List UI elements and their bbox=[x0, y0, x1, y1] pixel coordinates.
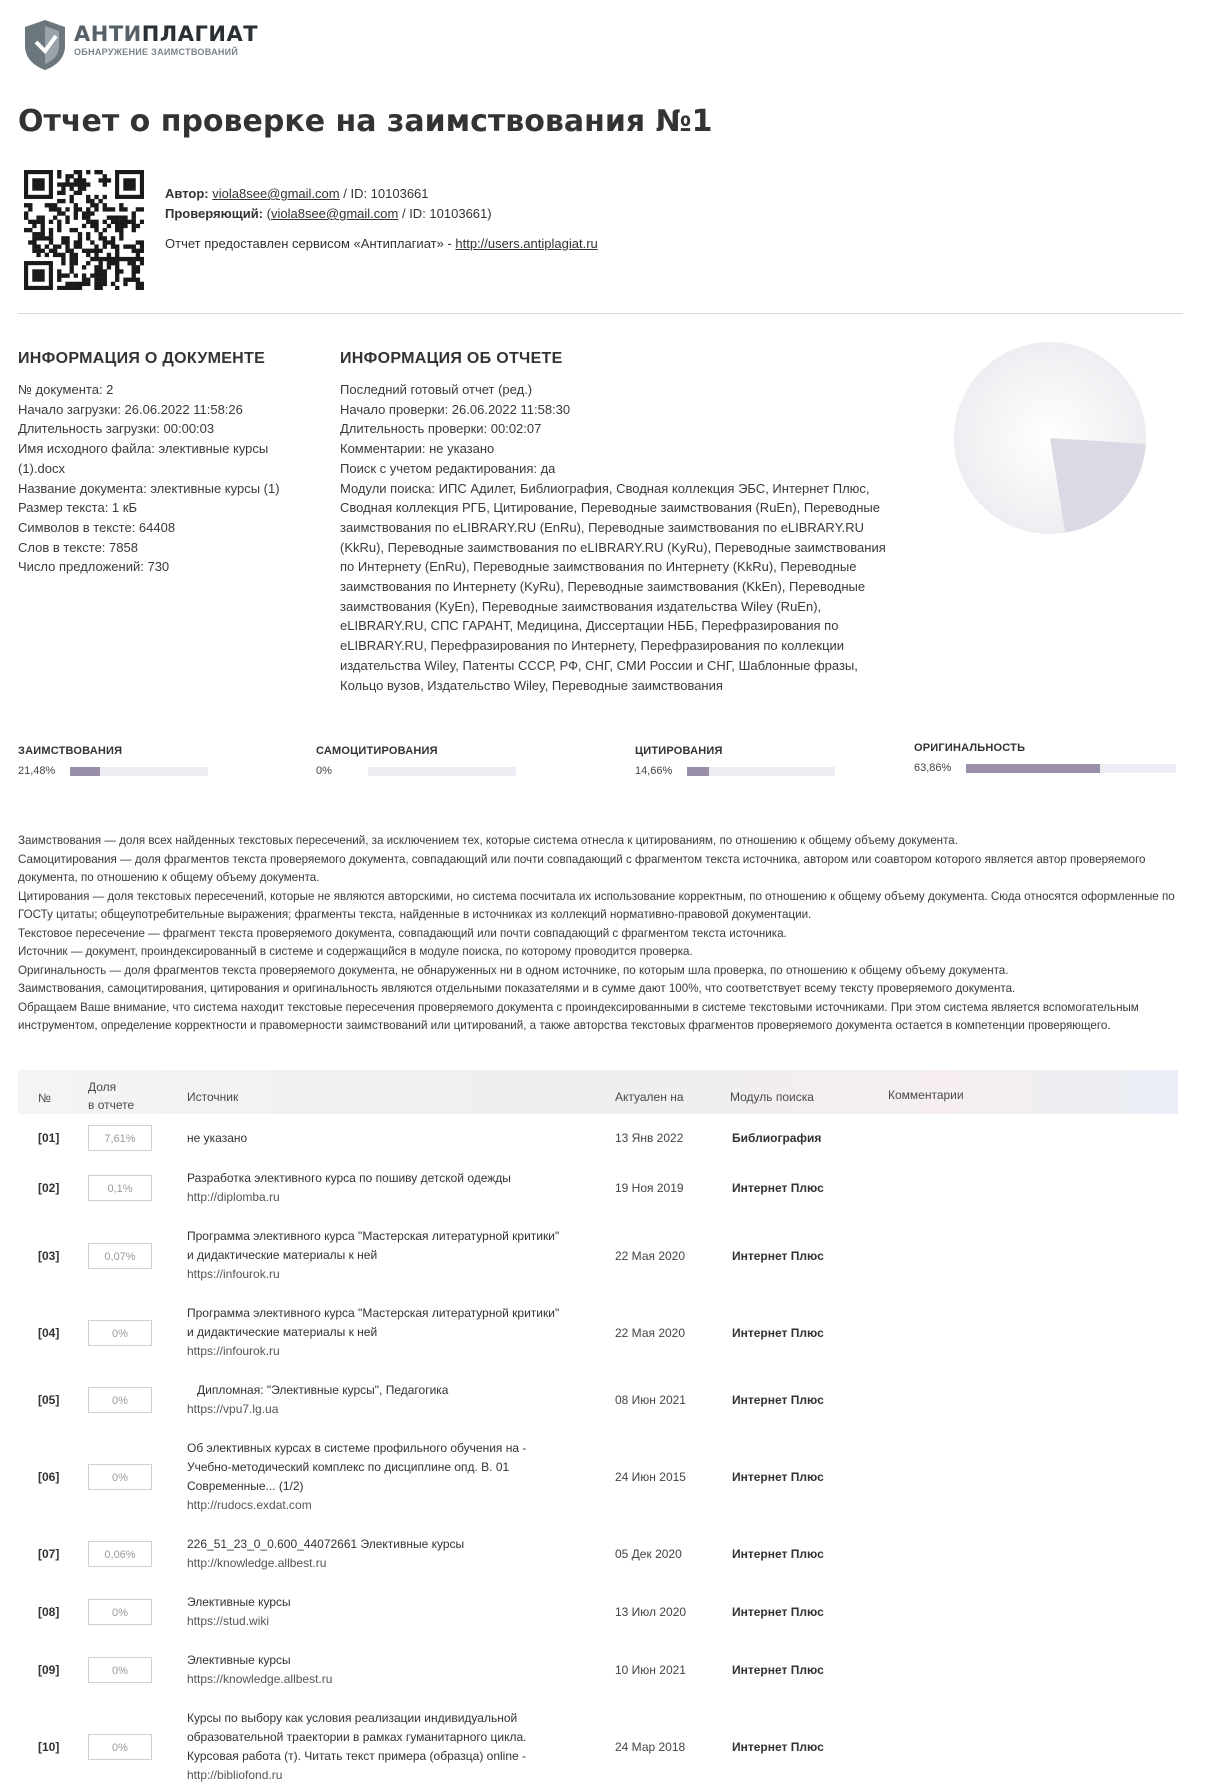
row-module: Интернет Плюс bbox=[732, 1470, 824, 1484]
row-date: 22 Мая 2020 bbox=[615, 1325, 686, 1340]
row-module: Интернет Плюс bbox=[732, 1393, 824, 1407]
row-module: Интернет Плюс bbox=[732, 1740, 824, 1754]
row-date: 19 Ноя 2019 bbox=[615, 1181, 684, 1195]
row-source[interactable] bbox=[187, 1651, 607, 1689]
row-index: [01] bbox=[38, 1131, 60, 1145]
row-share: 0% bbox=[88, 1599, 152, 1625]
page-title: Отчет о проверке на заимствования №1 bbox=[18, 104, 713, 139]
report-info-line: Комментарии: не указано bbox=[340, 441, 495, 457]
row-module: Интернет Плюс bbox=[732, 1663, 824, 1677]
row-index: [09] bbox=[38, 1663, 60, 1677]
row-date: 22 Мая 2020 bbox=[615, 1248, 686, 1263]
row-index: [07] bbox=[38, 1547, 60, 1561]
stat-bar bbox=[687, 767, 835, 776]
source-title: Элективные курсы bbox=[187, 1595, 291, 1609]
stat-label: ОРИГИНАЛЬНОСТЬ bbox=[914, 742, 1026, 754]
row-source[interactable] bbox=[187, 1304, 607, 1361]
source-url[interactable]: https://infourok.ru bbox=[187, 1267, 280, 1281]
row-share: 0% bbox=[88, 1320, 152, 1346]
row-source[interactable] bbox=[187, 1535, 607, 1573]
source-title: Программа элективного курса "Мастерская литературной критики" bbox=[187, 1229, 560, 1243]
row-source[interactable] bbox=[187, 1593, 607, 1631]
definition-paragraph: Самоцитирования — доля фрагментов текста проверяемого документа, совпадающий или почти совпадающий с фрагментом текста источника, автором или соавтором которого является автор проверяемого документа, по отношению к общему объему документа. bbox=[18, 852, 1146, 884]
row-index: [10] bbox=[38, 1740, 60, 1754]
th-module: Модуль поиска bbox=[730, 1090, 814, 1104]
definition-paragraph: Источник — документ, проиндексированный в системе и содержащийся в модуле поиска, по которому проводится проверка. bbox=[18, 945, 693, 958]
th-comments: Комментарии bbox=[888, 1088, 964, 1102]
row-source[interactable] bbox=[187, 1439, 607, 1515]
doc-info-line: Длительность загрузки: 00:00:03 bbox=[18, 421, 215, 437]
row-share: 0,07% bbox=[88, 1243, 152, 1269]
row-share: 7,61% bbox=[88, 1125, 152, 1151]
stat-bar-fill bbox=[966, 764, 1100, 773]
antiplagiat-logo-shield bbox=[22, 18, 68, 72]
pie-slice-borrowings bbox=[1050, 438, 1146, 533]
source-title: Разработка элективного курса по пошиву детской одежды bbox=[187, 1171, 511, 1185]
row-source[interactable] bbox=[187, 1169, 607, 1207]
report-info-line: Начало проверки: 26.06.2022 11:58:30 bbox=[340, 401, 571, 417]
source-title: Об элективных курсах в системе профильного обучения на - bbox=[187, 1441, 527, 1455]
stat-bar bbox=[966, 764, 1176, 773]
stat-value: 0% bbox=[316, 765, 332, 777]
doc-info-line: Число предложений: 730 bbox=[18, 559, 170, 575]
doc-info-line: Слов в тексте: 7858 bbox=[18, 539, 138, 555]
row-index: [05] bbox=[38, 1393, 60, 1407]
source-url[interactable]: https://vpu7.lg.ua bbox=[187, 1402, 279, 1416]
row-date: 10 Июн 2021 bbox=[615, 1663, 686, 1677]
doc-info-heading: ИНФОРМАЦИЯ О ДОКУМЕНТЕ bbox=[18, 350, 266, 367]
checker-email-link[interactable]: viola8see@gmail.com bbox=[270, 206, 399, 221]
source-title: Элективные курсы bbox=[187, 1653, 291, 1667]
row-index: [06] bbox=[38, 1470, 60, 1484]
th-share-2: в отчете bbox=[88, 1098, 135, 1112]
logo-name: АНТИПЛАГИАТ bbox=[74, 22, 259, 46]
stat-label: ЦИТИРОВАНИЯ bbox=[635, 745, 723, 757]
source-title: Курсы по выбору как условия реализации индивидуальной bbox=[187, 1711, 518, 1725]
row-module: Интернет Плюс bbox=[732, 1547, 824, 1561]
row-index: [02] bbox=[38, 1181, 60, 1195]
doc-info-line: № документа: 2 bbox=[18, 382, 114, 397]
source-url[interactable]: https://stud.wiki bbox=[187, 1614, 270, 1628]
row-index: [04] bbox=[38, 1325, 60, 1340]
th-num: № bbox=[38, 1091, 51, 1105]
row-share: 0% bbox=[88, 1657, 152, 1683]
divider bbox=[18, 313, 1183, 314]
row-share: 0% bbox=[88, 1387, 152, 1413]
row-index: [08] bbox=[38, 1605, 60, 1619]
row-share: 0% bbox=[88, 1464, 152, 1490]
source-title: Программа элективного курса "Мастерская литературной критики" bbox=[187, 1306, 560, 1320]
source-title: образовательной траектории в рамках гуманитарного цикла. bbox=[187, 1730, 527, 1744]
author-line: Автор: viola8see@gmail.com / ID: 10103661 bbox=[165, 186, 429, 201]
row-date: 13 Янв 2022 bbox=[615, 1131, 684, 1145]
doc-info-line: Начало загрузки: 26.06.2022 11:58:26 bbox=[18, 401, 243, 417]
source-title: не указано bbox=[187, 1130, 248, 1145]
report-info-line: Последний готовый отчет (ред.) bbox=[340, 382, 533, 397]
row-share: 0% bbox=[88, 1734, 152, 1760]
definition-paragraph: Заимствования — доля всех найденных текстовых пересечений, за исключением тех, которые система отнесла к цитированиям, по отношению к общему объему документа. bbox=[18, 834, 958, 847]
source-url[interactable]: http://bibliofond.ru bbox=[187, 1768, 283, 1782]
checker-line: Проверяющий: (viola8see@gmail.com / ID: 10103661) bbox=[165, 206, 492, 221]
stat-bar-fill bbox=[70, 767, 100, 776]
source-title: Учебно-методический комплекс по дисциплине опд. В. 01 bbox=[187, 1460, 510, 1474]
row-module: Библиография bbox=[732, 1131, 822, 1145]
row-source[interactable] bbox=[187, 1227, 607, 1284]
th-share-1: Доля bbox=[88, 1080, 117, 1094]
stat-value: 63,86% bbox=[914, 762, 952, 774]
service-line: Отчет предоставлен сервисом «Антиплагиат» - http://users.antiplagiat.ru bbox=[165, 236, 598, 251]
doc-info-line: Название документа: элективные курсы (1) bbox=[18, 480, 280, 496]
row-index: [03] bbox=[38, 1248, 60, 1263]
originality-pie-chart bbox=[952, 340, 1148, 536]
stat-bar-fill bbox=[687, 767, 709, 776]
row-date: 24 Мар 2018 bbox=[615, 1740, 686, 1754]
source-title: Курсовая работа (т). Читать текст примера (образца) online - bbox=[187, 1749, 527, 1763]
doc-info-line: Имя исходного файла: элективные курсы (1).docx bbox=[18, 441, 269, 476]
source-title: Современные... (1/2) bbox=[187, 1479, 304, 1493]
doc-info-line: Размер текста: 1 кБ bbox=[18, 500, 137, 516]
source-title: Дипломная: "Элективные курсы", Педагогика bbox=[187, 1383, 449, 1397]
stat-value: 14,66% bbox=[635, 765, 673, 777]
row-module: Интернет Плюс bbox=[732, 1181, 824, 1195]
doc-info-list bbox=[18, 380, 318, 577]
doc-info-line: Символов в тексте: 64408 bbox=[18, 519, 176, 535]
row-share: 0,06% bbox=[88, 1541, 152, 1567]
report-info-heading: ИНФОРМАЦИЯ ОБ ОТЧЕТЕ bbox=[340, 350, 563, 367]
row-date: 08 Июн 2021 bbox=[615, 1393, 686, 1407]
stat-value: 21,48% bbox=[18, 765, 56, 777]
row-source[interactable] bbox=[187, 1381, 607, 1419]
row-date: 13 Июл 2020 bbox=[615, 1605, 687, 1619]
th-date: Актуален на bbox=[615, 1090, 684, 1104]
report-info-line: Модули поиска: ИПС Адилет, Библиография, Сводная коллекция ЭБС, Интернет Плюс, Сводная коллекция РГБ, Цитирование, Переводные заимствования (RuEn), Переводные заимствования по eLIBRARY.RU (EnRu), Переводные заимствования по eLIBRARY.RU (KkRu), Переводные заимствования по eLIBRARY.RU (KyRu), Переводные заимствования по Интернету (EnRu), Переводные заимствования по Интернету (KkRu), Переводные заимствования по Интернету (KyRu), Переводные заимствования (KkEn), Переводные заимствования (KyEn), Переводные заимствования издательства Wiley (RuEn), eLIBRARY.RU, СПС ГАРАНТ, Медицина, Диссертации НББ, Перефразирования по eLIBRARY.RU, Перефразирования по Интернету, Перефразирования по коллекции издательства Wiley, Патенты СССР, РФ, СНГ, СМИ России и СНГ, Шаблонные фразы, Кольцо вузов, Издательство Wiley, Переводные заимствования bbox=[340, 480, 886, 693]
author-email-link[interactable]: viola8see@gmail.com bbox=[212, 186, 340, 201]
row-source[interactable] bbox=[187, 1129, 607, 1148]
stat-label: ЗАИМСТВОВАНИЯ bbox=[18, 745, 123, 757]
stat-label: САМОЦИТИРОВАНИЯ bbox=[316, 745, 438, 757]
row-date: 24 Июн 2015 bbox=[615, 1470, 686, 1484]
row-source[interactable] bbox=[187, 1709, 607, 1785]
th-source: Источник bbox=[187, 1090, 239, 1104]
source-title: 226_51_23_0_0.600_44072661 Элективные курсы bbox=[187, 1537, 465, 1551]
qr-code bbox=[24, 170, 144, 290]
report-info-line: Длительность проверки: 00:02:07 bbox=[340, 421, 542, 437]
source-url[interactable]: http://diplomba.ru bbox=[187, 1190, 280, 1204]
report-info-line: Поиск с учетом редактирования: да bbox=[340, 460, 556, 476]
definitions bbox=[18, 832, 1186, 1036]
row-module: Интернет Плюс bbox=[732, 1248, 824, 1263]
definition-paragraph: Заимствования, самоцитирования, цитирования и оригинальность являются отдельными показателями и в сумме дают 100%, что соответствует всему тексту проверяемого документа. bbox=[18, 982, 1016, 995]
source-title: и дидактические материалы к ней bbox=[187, 1248, 378, 1262]
logo-tagline: ОБНАРУЖЕНИЕ ЗАИМСТВОВАНИЙ bbox=[74, 47, 239, 57]
row-share: 0,1% bbox=[88, 1175, 152, 1201]
source-url[interactable]: https://knowledge.allbest.ru bbox=[187, 1672, 333, 1686]
definition-paragraph: Текстовое пересечение — фрагмент текста проверяемого документа, совпадающий или почти совпадающий с фрагментом текста источника. bbox=[18, 926, 787, 940]
source-url[interactable]: http://knowledge.allbest.ru bbox=[187, 1556, 327, 1570]
row-module: Интернет Плюс bbox=[732, 1605, 824, 1619]
row-date: 05 Дек 2020 bbox=[615, 1547, 682, 1561]
source-title: и дидактические материалы к ней bbox=[187, 1325, 378, 1339]
definition-paragraph: Оригинальность — доля фрагментов текста проверяемого документа, не обнаруженных ни в одном источнике, по которым шла проверка, по отношению к общему объему документа. bbox=[18, 963, 1009, 977]
source-url[interactable]: http://rudocs.exdat.com bbox=[187, 1498, 312, 1512]
source-url[interactable]: https://infourok.ru bbox=[187, 1344, 280, 1358]
service-url-link[interactable]: http://users.antiplagiat.ru bbox=[455, 236, 598, 251]
stat-bar bbox=[70, 767, 208, 776]
definition-paragraph: Цитирования — доля текстовых пересечений, которые не являются авторскими, но система посчитала их использование корректным, по отношению к общему объему документа. Сюда относятся оформленные по ГОСТу цитаты; общеупотребительные выражения; фрагменты текста, найденные в источниках из коллекций нормативно-правовой документации. bbox=[18, 889, 1175, 921]
stat-bar bbox=[368, 767, 516, 776]
report-info-list bbox=[340, 380, 900, 695]
definition-paragraph: Обращаем Ваше внимание, что система находит текстовые пересечения проверяемого документа с проиндексированными в системе текстовыми источниками. При этом система является вспомогательным инструментом, определение корректности и правомерности заимствований или цитирований, а также авторства текстовых фрагментов проверяемого документа остается в компетенции проверяющего. bbox=[18, 1000, 1139, 1032]
row-module: Интернет Плюс bbox=[732, 1325, 824, 1340]
